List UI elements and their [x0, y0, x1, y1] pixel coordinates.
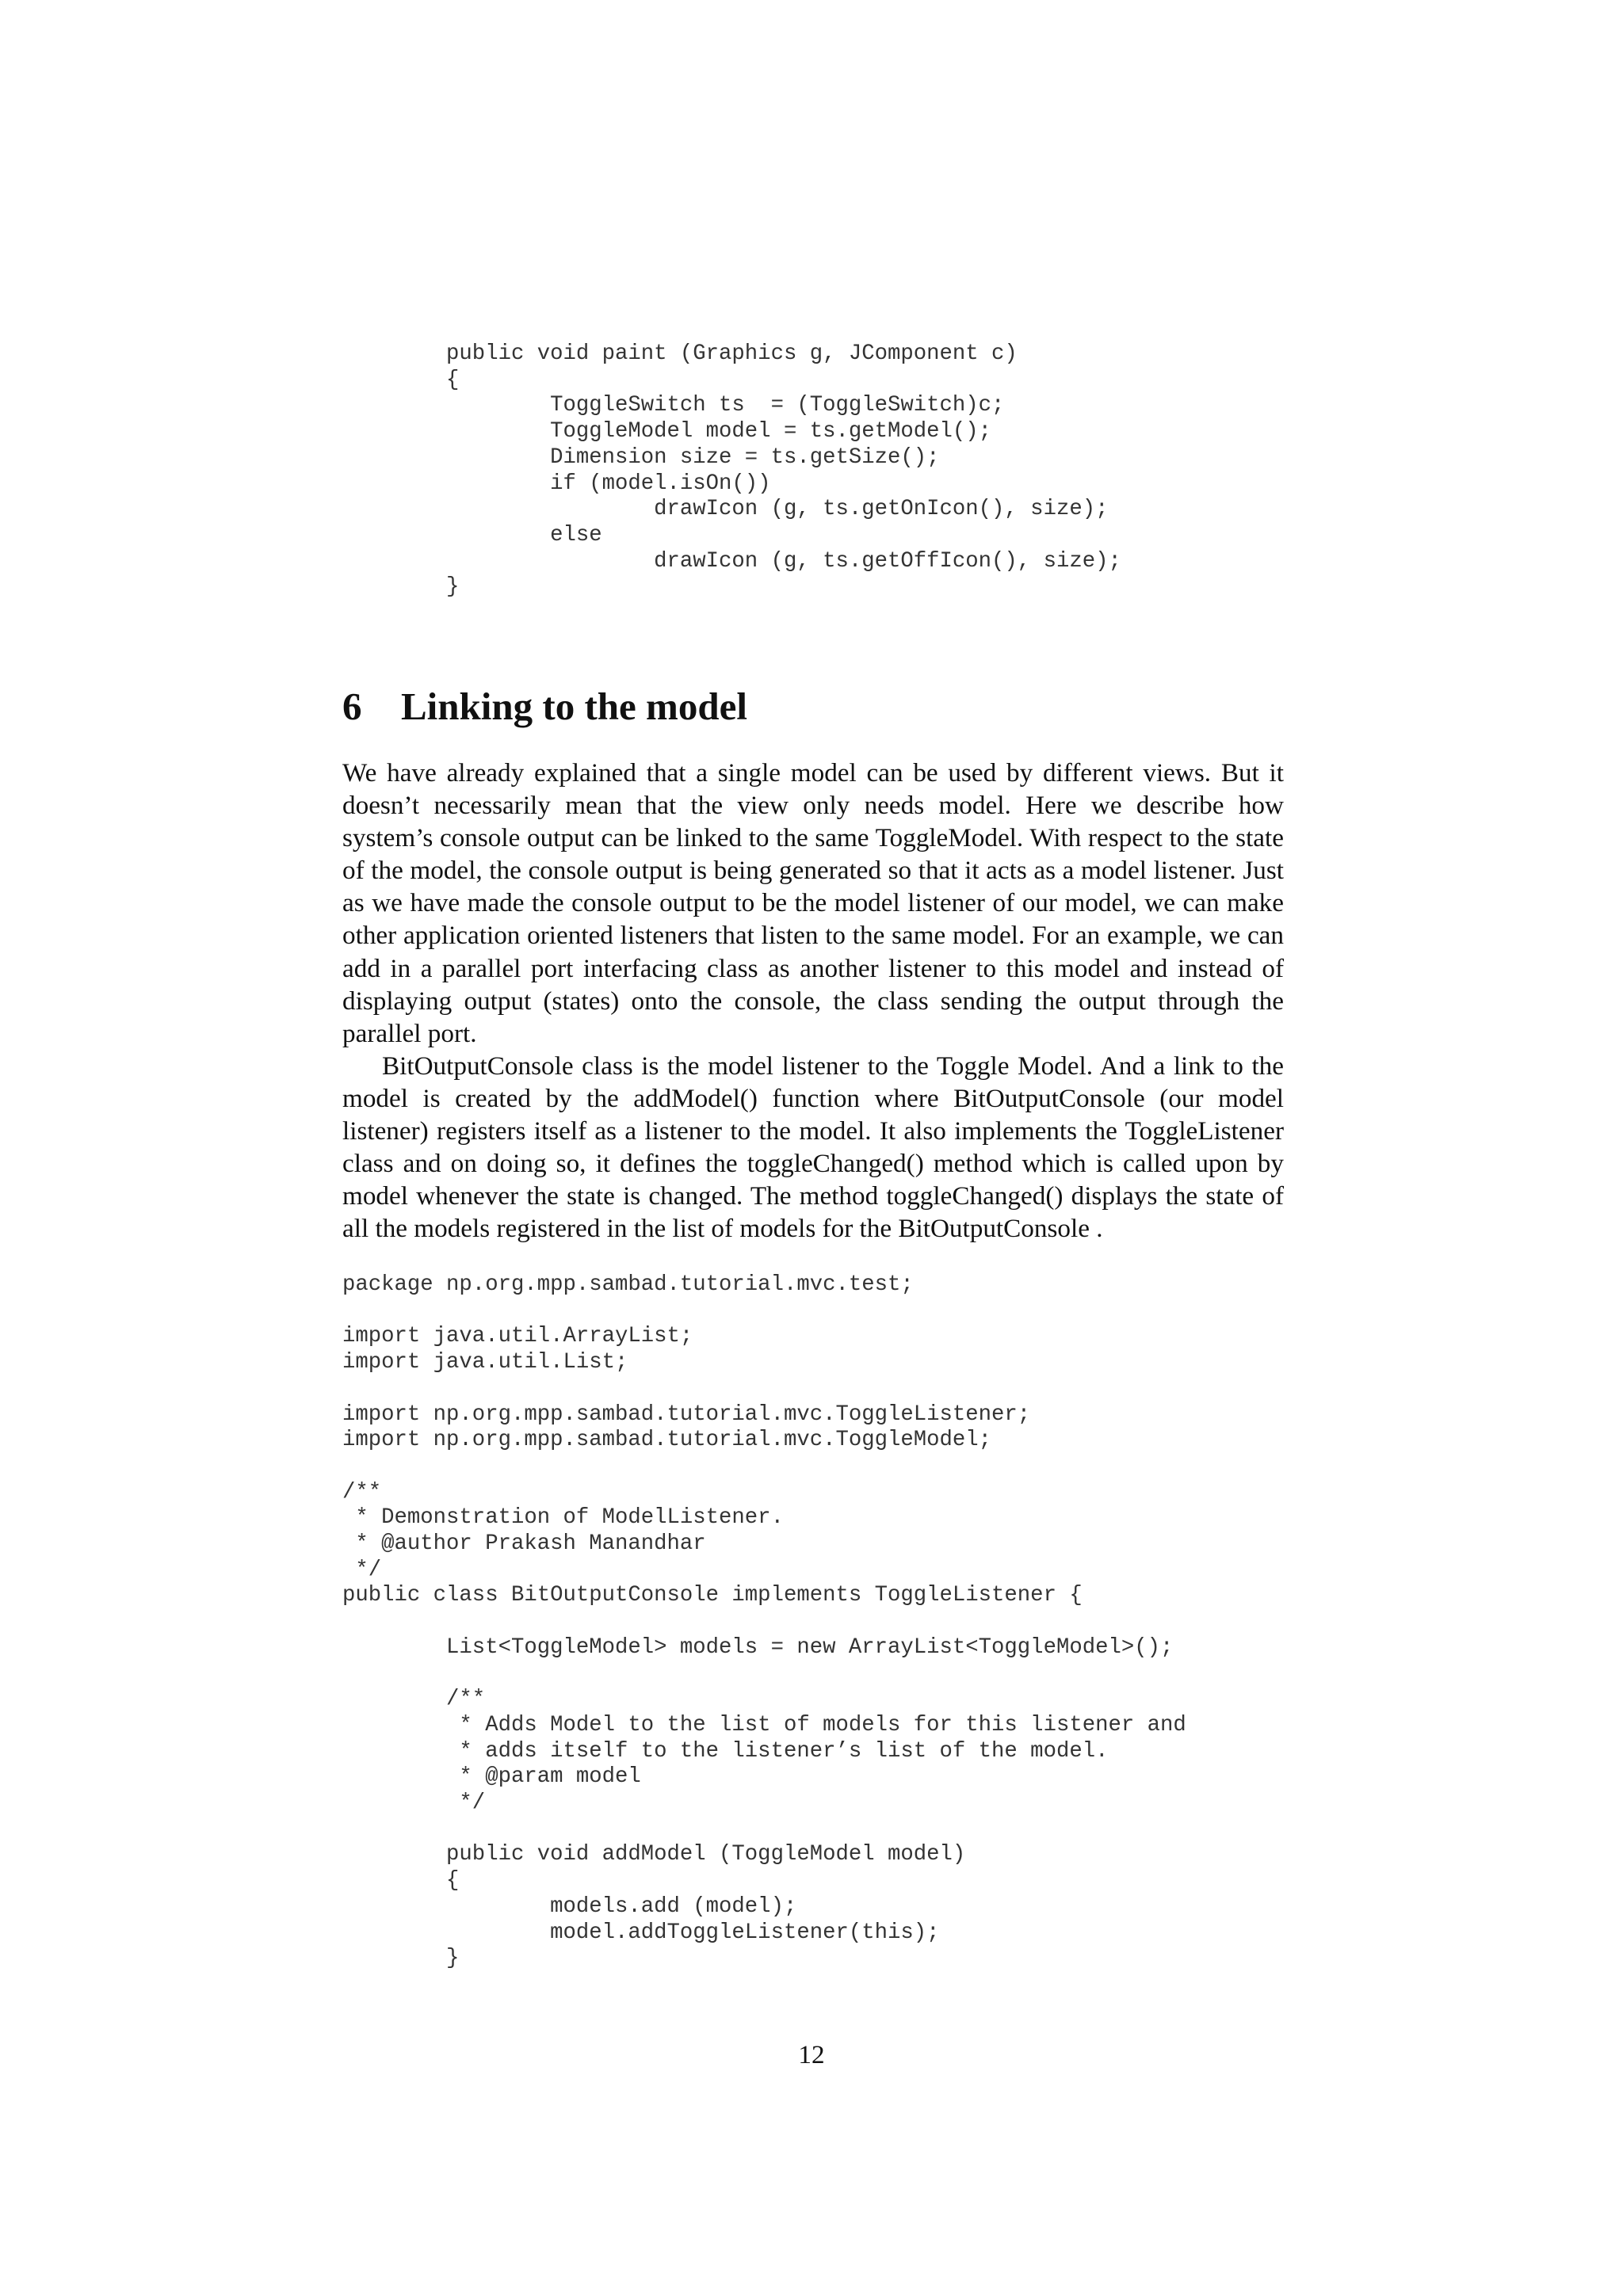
- code-line: /**: [342, 1687, 486, 1712]
- code-line: * Adds Model to the list of models for this listener and: [342, 1712, 1186, 1737]
- code-line: import java.util.ArrayList;: [342, 1324, 693, 1349]
- code-line: }: [342, 574, 460, 600]
- code-line: {: [342, 1868, 460, 1894]
- section-number: 6: [342, 685, 362, 728]
- code-line: model.addToggleListener(this);: [342, 1920, 940, 1945]
- code-line: import np.org.mpp.sambad.tutorial.mvc.ToggleModel;: [342, 1428, 992, 1453]
- code-line: models.add (model);: [342, 1894, 797, 1919]
- section-title: Linking to the model: [401, 685, 747, 728]
- code-line: public void addModel (ToggleModel model): [342, 1842, 966, 1867]
- code-line: ToggleModel model = ts.getModel();: [342, 419, 992, 444]
- code-line: import java.util.List;: [342, 1350, 628, 1375]
- code-line: List<ToggleModel> models = new ArrayList<ToggleModel>();: [342, 1634, 1174, 1660]
- section-body: [342, 757, 1284, 1245]
- code-line: * adds itself to the listener’s list of the model.: [342, 1738, 1109, 1764]
- code-line: */: [342, 1791, 486, 1816]
- page-number: 12: [798, 2040, 825, 2069]
- code-line: * @param model: [342, 1764, 641, 1790]
- code-line: * @author Prakash Manandhar: [342, 1531, 706, 1557]
- code-line: drawIcon (g, ts.getOffIcon(), size);: [342, 548, 1121, 574]
- code-line: */: [342, 1557, 382, 1582]
- code-line: public class BitOutputConsole implements ToggleListener {: [342, 1583, 1083, 1608]
- code-block-paint-method: [342, 341, 1121, 601]
- code-line: * Demonstration of ModelListener.: [342, 1505, 784, 1531]
- code-line: {: [342, 367, 460, 392]
- code-line: if (model.isOn()): [342, 471, 771, 496]
- code-line: package np.org.mpp.sambad.tutorial.mvc.test;: [342, 1272, 914, 1297]
- section-heading: [342, 683, 747, 730]
- code-line: import np.org.mpp.sambad.tutorial.mvc.ToggleListener;: [342, 1402, 1031, 1427]
- code-line: public void paint (Graphics g, JComponent c): [342, 341, 1018, 366]
- code-line: ToggleSwitch ts = (ToggleSwitch)c;: [342, 393, 1005, 418]
- code-line: else: [342, 522, 602, 547]
- code-line: }: [342, 1946, 460, 1971]
- body-paragraph: We have already explained that a single model can be used by different views. But it doesn’t necessarily mean that the view only needs model. Here we describe how system’s console output can be linked to the same ToggleModel. With respect to the state of the model, the console output is being generated so that it acts as a model listener. Just as we have made the console output to be the model listener of our model, we can make other application oriented listeners that listen to the same model. For an example, we can add in a parallel port interfacing class as another listener to this model and instead of displaying output (states) onto the console, the class sending the output through the parallel port.: [342, 758, 1284, 1048]
- body-paragraph: BitOutputConsole class is the model listener to the Toggle Model. And a link to the model is created by the addModel() function where BitOutputConsole (our model listener) registers itself as a listener to the model. It also implements the ToggleListener class and on doing so, it defines the toggleChanged() method which is called upon by model whenever the state is changed. The method toggleChanged() displays the state of all the models registered in the list of models for the BitOutputConsole .: [342, 1051, 1284, 1244]
- code-block-bit-output-console: [342, 1272, 1186, 1972]
- code-line: drawIcon (g, ts.getOnIcon(), size);: [342, 497, 1109, 522]
- code-line: Dimension size = ts.getSize();: [342, 444, 940, 470]
- code-line: /**: [342, 1479, 382, 1505]
